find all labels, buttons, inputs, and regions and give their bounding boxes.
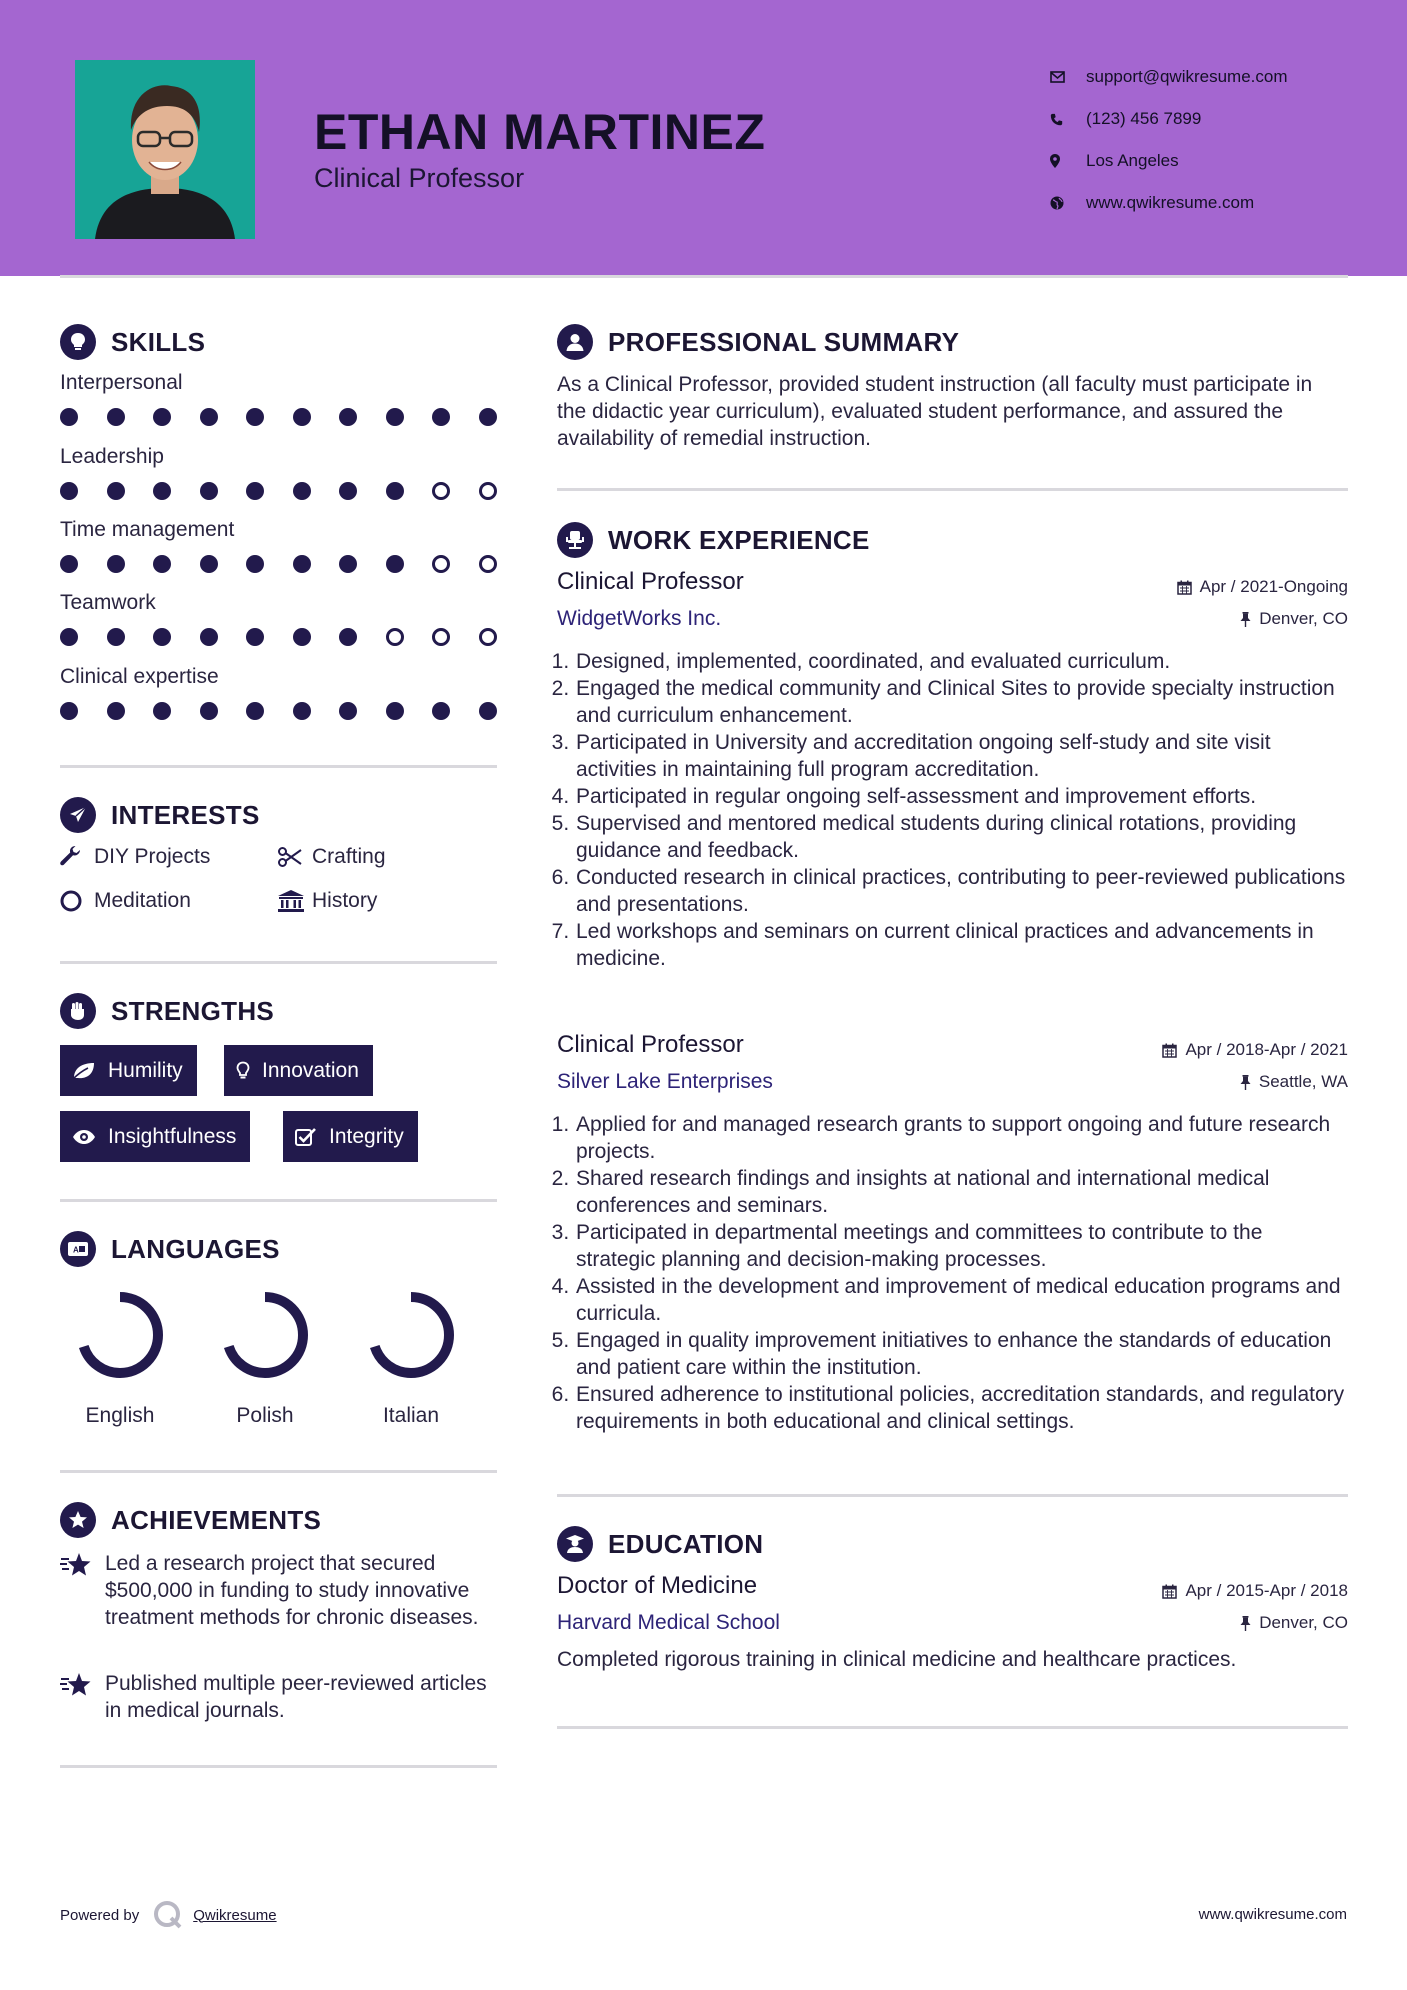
rating-dot-filled (339, 408, 357, 426)
scissors-icon (278, 847, 312, 867)
rating-dot-empty (386, 628, 404, 646)
school-name: Harvard Medical School (557, 1611, 780, 1634)
strength-label: Integrity (329, 1124, 404, 1148)
rating-dot-filled (246, 482, 264, 500)
shooting-star-icon (60, 1550, 105, 1631)
strength-label: Insightfulness (108, 1124, 237, 1148)
language-item (60, 1288, 180, 1428)
summary-heading (557, 324, 959, 360)
calendar-icon (1162, 1043, 1177, 1058)
rating-dot-filled (293, 555, 311, 573)
language-name: Italian (382, 1404, 440, 1427)
rating-dot-filled (153, 628, 171, 646)
achievements-heading (60, 1502, 321, 1538)
shooting-star-icon (60, 1670, 105, 1724)
strengths-heading (60, 993, 274, 1029)
skill-rating (60, 555, 525, 573)
wrench-icon (60, 846, 94, 868)
job-title: Clinical Professor (557, 568, 744, 595)
fist-icon (60, 993, 96, 1029)
achievement-text: Led a research project that secured $500,000 in funding to study innovative treatment methods for chronic diseases. (105, 1552, 479, 1629)
rating-dot-filled (293, 408, 311, 426)
graduate-icon (557, 1526, 593, 1562)
contact-phone (1050, 98, 1288, 140)
achievement-item (60, 1670, 490, 1724)
job-duties-list (557, 648, 1347, 972)
section-divider (557, 1494, 1348, 1497)
contact-website[interactable] (1050, 182, 1288, 224)
strength-tag (60, 1111, 250, 1162)
duty-item: 3. Participated in departmental meetings and committees to contribute to the strategic planning and decision-making processes. (575, 1219, 1347, 1273)
interest-label: History (312, 889, 378, 912)
section-divider (60, 1199, 497, 1202)
rating-dot-filled (200, 702, 218, 720)
map-pin-icon (1050, 154, 1086, 168)
job-duties-list (557, 1111, 1347, 1435)
rating-dot-filled (60, 702, 78, 720)
job-dates (1177, 577, 1348, 597)
circle-icon (60, 890, 94, 912)
leaf-icon (72, 1062, 96, 1080)
job-dates-text: Apr / 2018-Apr / 2021 (1185, 1040, 1348, 1059)
rating-dot-filled (107, 555, 125, 573)
contact-location-text: Los Angeles (1086, 151, 1179, 170)
education-dates-text: Apr / 2015-Apr / 2018 (1185, 1581, 1348, 1600)
paper-plane-icon (60, 797, 96, 833)
experience-heading (557, 522, 870, 558)
education-dates (1162, 1581, 1348, 1601)
language-item (351, 1288, 471, 1428)
job-location-text: Denver, CO (1259, 609, 1348, 628)
pushpin-icon (1240, 1616, 1251, 1631)
rating-dot-filled (153, 702, 171, 720)
footer-website[interactable]: www.qwikresume.com (1198, 1906, 1347, 1923)
calendar-icon (1177, 580, 1192, 595)
phone-icon (1050, 113, 1086, 126)
section-divider (557, 488, 1348, 491)
office-chair-icon (557, 522, 593, 558)
rating-dot-filled (200, 555, 218, 573)
rating-dot-filled (60, 482, 78, 500)
pushpin-icon (1240, 612, 1251, 627)
rating-dot-filled (153, 482, 171, 500)
pushpin-icon (1240, 1075, 1251, 1090)
powered-by-text: Powered by (60, 1906, 140, 1924)
achievement-item (60, 1550, 490, 1631)
skill-rating (60, 702, 525, 720)
rating-dot-filled (293, 628, 311, 646)
rating-dot-filled (153, 408, 171, 426)
rating-dot-filled (479, 408, 497, 426)
calendar-icon (1162, 1584, 1177, 1599)
rating-dot-filled (60, 555, 78, 573)
rating-dot-empty (479, 628, 497, 646)
rating-dot-filled (246, 408, 264, 426)
duty-item: 6. Conducted research in clinical practices, contributing to peer-reviewed publications and presentations. (575, 864, 1347, 918)
candidate-name: ETHAN MARTINEZ (314, 104, 766, 160)
duty-item: 3. Participated in University and accreditation ongoing self-study and site visit activities in maintaining full program accreditation. (575, 729, 1347, 783)
skill-name: Teamwork (60, 591, 156, 614)
job-dates (1162, 1040, 1348, 1060)
language-level-ring (364, 1288, 458, 1382)
user-icon (557, 324, 593, 360)
duty-item: 2. Shared research findings and insights at national and international medical conferences and seminars. (575, 1165, 1347, 1219)
rating-dot-filled (153, 555, 171, 573)
rating-dot-filled (246, 628, 264, 646)
rating-dot-filled (200, 408, 218, 426)
rating-dot-filled (339, 628, 357, 646)
skill-name: Leadership (60, 445, 164, 468)
interest-item (278, 845, 386, 869)
header-banner (0, 0, 1407, 276)
profile-photo (75, 60, 255, 239)
globe-icon (1050, 196, 1086, 210)
skills-title-text: SKILLS (111, 326, 206, 357)
education-heading (557, 1526, 763, 1562)
duty-item: 1. Applied for and managed research grants to support ongoing and future research projects. (575, 1111, 1347, 1165)
qwikresume-link[interactable]: Qwikresume (193, 1906, 277, 1924)
section-divider (60, 1765, 497, 1768)
interest-label: DIY Projects (94, 845, 211, 868)
rating-dot-filled (60, 628, 78, 646)
interests-heading (60, 797, 260, 833)
envelope-icon (1050, 71, 1086, 83)
museum-icon (278, 890, 312, 912)
contact-website-text: www.qwikresume.com (1086, 193, 1255, 212)
skill-rating (60, 628, 525, 646)
summary-title-text: PROFESSIONAL SUMMARY (608, 326, 960, 357)
company-name: Silver Lake Enterprises (557, 1070, 773, 1093)
skill-name: Clinical expertise (60, 665, 219, 688)
duty-item: 5. Supervised and mentored medical students during clinical rotations, providing guidance and feedback. (575, 810, 1347, 864)
education-location-text: Denver, CO (1259, 1613, 1348, 1632)
rating-dot-filled (200, 628, 218, 646)
rating-dot-empty (432, 555, 450, 573)
eye-icon (72, 1129, 96, 1145)
rating-dot-filled (246, 555, 264, 573)
language-name: Polish (236, 1404, 294, 1427)
contact-email[interactable] (1050, 56, 1288, 98)
rating-dot-filled (107, 482, 125, 500)
section-divider (60, 961, 497, 964)
rating-dot-filled (293, 482, 311, 500)
skill-name: Time management (60, 518, 235, 541)
duty-item: 6. Ensured adherence to institutional policies, accreditation standards, and regulatory requirements in both educational and clinical settings. (575, 1381, 1347, 1435)
strengths-title-text: STRENGTHS (111, 995, 275, 1026)
rating-dot-filled (339, 702, 357, 720)
contact-email-text: support@qwikresume.com (1086, 67, 1288, 86)
rating-dot-empty (479, 482, 497, 500)
skill-rating (60, 482, 525, 500)
language-name: English (85, 1404, 155, 1427)
job-location (1240, 1072, 1348, 1092)
skill-name: Interpersonal (60, 371, 183, 394)
rating-dot-filled (386, 408, 404, 426)
duty-item: 7. Led workshops and seminars on current clinical practices and advancements in medicine. (575, 918, 1347, 972)
rating-dot-filled (432, 702, 450, 720)
contact-location (1050, 140, 1288, 182)
rating-dot-filled (386, 482, 404, 500)
interests-title-text: INTERESTS (111, 799, 260, 830)
rating-dot-filled (60, 408, 78, 426)
job-dates-text: Apr / 2021-Ongoing (1199, 577, 1348, 596)
footer-branding (60, 1900, 277, 1930)
section-divider (60, 1470, 497, 1473)
rating-dot-empty (432, 482, 450, 500)
interest-label: Meditation (94, 889, 191, 912)
language-icon (60, 1231, 96, 1267)
company-name: WidgetWorks Inc. (557, 607, 722, 630)
language-level-ring (218, 1288, 312, 1382)
rating-dot-filled (479, 702, 497, 720)
job-location (1240, 609, 1348, 629)
duty-item: 4. Assisted in the development and improvement of medical education programs and curricula. (575, 1273, 1347, 1327)
interest-label: Crafting (312, 845, 386, 868)
duty-item: 1. Designed, implemented, coordinated, and evaluated curriculum. (575, 648, 1347, 675)
strength-tag (60, 1045, 197, 1096)
education-location (1240, 1613, 1348, 1633)
rating-dot-filled (246, 702, 264, 720)
svg-text:A: A (73, 1245, 80, 1255)
rating-dot-filled (107, 702, 125, 720)
section-divider (557, 1726, 1348, 1729)
qwikresume-logo-icon (153, 1900, 183, 1930)
rating-dot-filled (293, 702, 311, 720)
rating-dot-filled (386, 702, 404, 720)
job-location-text: Seattle, WA (1258, 1072, 1348, 1091)
strength-tag (224, 1045, 373, 1096)
rating-dot-filled (339, 482, 357, 500)
rating-dot-filled (386, 555, 404, 573)
education-title-text: EDUCATION (608, 1528, 764, 1559)
rating-dot-filled (339, 555, 357, 573)
skill-rating (60, 408, 525, 426)
rating-dot-filled (432, 408, 450, 426)
education-description: Completed rigorous training in clinical medicine and healthcare practices. (557, 1648, 1237, 1671)
summary-text: As a Clinical Professor, provided student instruction (all faculty must participate in the didactic year curriculum), evaluated student performance, and assured the availability of remedial instruction. (557, 373, 1313, 450)
lightbulb-icon (60, 324, 96, 360)
language-item (205, 1288, 325, 1428)
candidate-role: Clinical Professor (314, 163, 525, 193)
rating-dot-empty (432, 628, 450, 646)
duty-item: 5. Engaged in quality improvement initiatives to enhance the standards of education and patient care within the institution. (575, 1327, 1347, 1381)
interest-item (278, 889, 377, 913)
header-divider (60, 275, 1348, 278)
languages-title-text: LANGUAGES (111, 1233, 280, 1264)
interest-item (60, 889, 191, 913)
languages-heading (60, 1231, 280, 1267)
job-title: Clinical Professor (557, 1031, 744, 1058)
strength-label: Humility (108, 1058, 183, 1082)
experience-title-text: WORK EXPERIENCE (608, 524, 870, 555)
skills-heading (60, 324, 205, 360)
contact-list (1050, 56, 1288, 224)
duty-item: 2. Engaged the medical community and Clinical Sites to provide specialty instruction and curriculum enhancement. (575, 675, 1347, 729)
achievements-title-text: ACHIEVEMENTS (111, 1504, 322, 1535)
duty-item: 4. Participated in regular ongoing self-assessment and improvement efforts. (575, 783, 1347, 810)
section-divider (60, 765, 497, 768)
rating-dot-filled (107, 628, 125, 646)
contact-phone-text: (123) 456 7899 (1086, 109, 1202, 128)
star-badge-icon (60, 1502, 96, 1538)
check-square-icon (295, 1127, 317, 1147)
degree-title: Doctor of Medicine (557, 1572, 758, 1599)
rating-dot-filled (107, 408, 125, 426)
interest-item (60, 845, 210, 869)
strength-tag (283, 1111, 418, 1162)
lightbulb-icon (236, 1061, 250, 1081)
strength-label: Innovation (262, 1058, 359, 1082)
rating-dot-filled (200, 482, 218, 500)
language-level-ring (73, 1288, 167, 1382)
rating-dot-empty (479, 555, 497, 573)
achievement-text: Published multiple peer-reviewed articles in medical journals. (105, 1672, 487, 1722)
